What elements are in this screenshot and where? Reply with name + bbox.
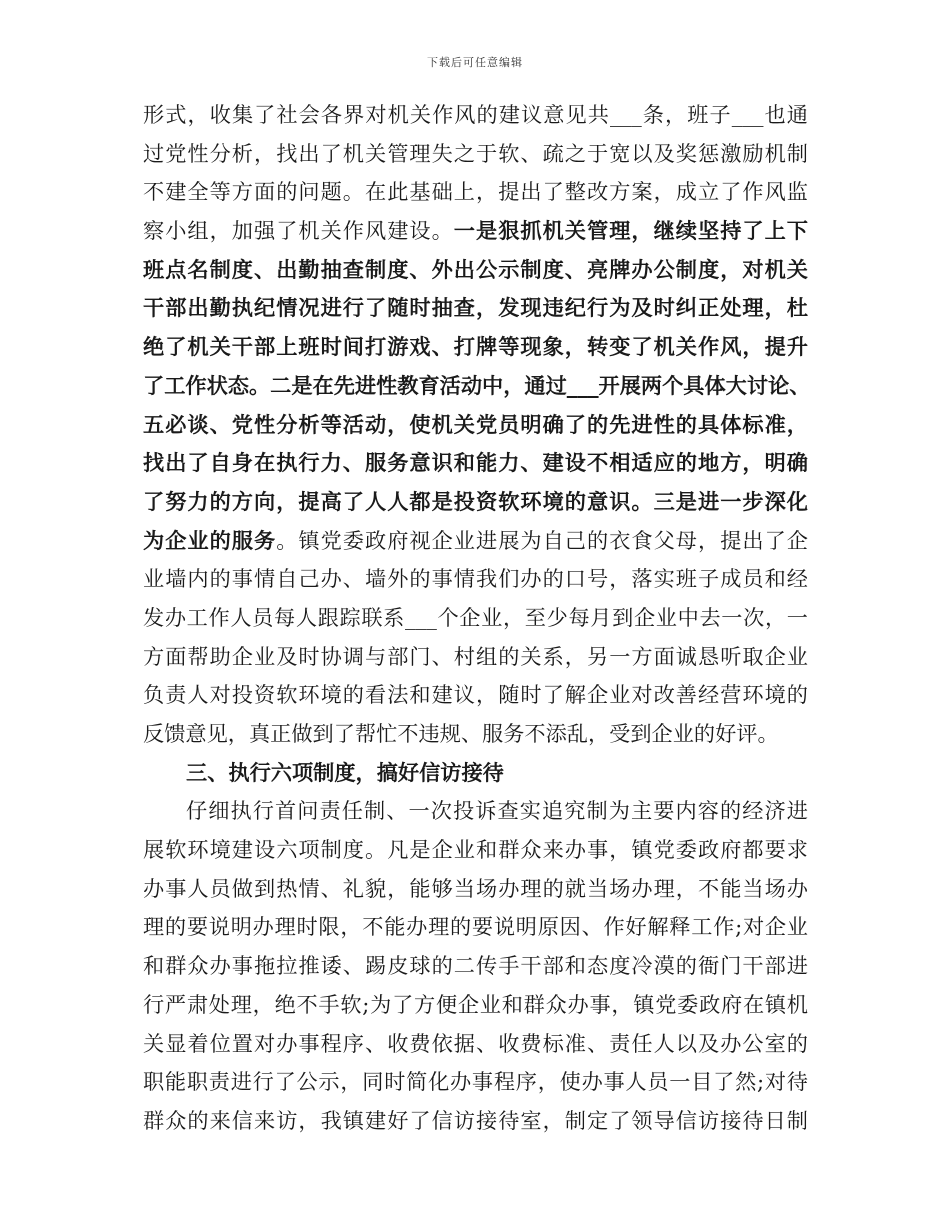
- text-line: [143, 483, 808, 522]
- text-segment: 理的要说明办理时限，不能办理的要说明原因、作好解释工作;对企业: [143, 914, 808, 940]
- bold-text-segment: 干部出勤执纪情况进行了随时抽查，发现违纪行为及时纠正处理，杜: [143, 295, 808, 321]
- bold-text-segment: 班点名制度、出勤抽查制度、外出公示制度、亮牌办公制度，对机关: [143, 256, 808, 282]
- text-segment: 察小组，加强了机关作风建设。: [143, 218, 454, 244]
- text-line: [143, 406, 808, 445]
- text-segment: 展软环境建设六项制度。凡是企业和群众来办事，镇党委政府都要求: [143, 837, 808, 863]
- text-line: [143, 522, 808, 561]
- document-body: [143, 96, 811, 1141]
- text-line: [143, 792, 808, 831]
- bold-text-segment: 三、执行六项制度，搞好信访接待: [186, 759, 504, 785]
- bold-text-segment: 一是狠抓机关管理，继续坚持了上下: [453, 218, 808, 244]
- text-segment: 行严肃处理，绝不手软;为了方便企业和群众办事，镇党委政府在镇机: [143, 991, 808, 1017]
- bold-text-segment: 了努力的方向，提高了人人都是投资软环境的意识。三是进一步深化: [143, 488, 808, 514]
- text-line: [143, 870, 808, 909]
- text-line: [143, 599, 808, 638]
- text-segment: 方面帮助企业及时协调与部门、村组的关系，另一方面诚恳听取企业: [143, 643, 808, 669]
- text-segment: 和群众办事拖拉推诿、踢皮球的二传手干部和态度冷漠的衙门干部进: [143, 953, 808, 979]
- text-segment: 不建全等方面的问题。在此基础上，提出了整改方案，成立了作风监: [143, 179, 808, 205]
- text-segment: 群众的来信来访，我镇建好了信访接待室，制定了领导信访接待日制: [143, 1107, 808, 1133]
- text-line: [143, 367, 811, 406]
- text-segment: 仔细执行首问责任制、一次投诉查实追究制为主要内容的经济进: [186, 798, 808, 824]
- text-line: [143, 947, 808, 986]
- text-line: [143, 328, 808, 367]
- text-line: [143, 1063, 808, 1102]
- text-segment: 反馈意见，真正做到了帮忙不违规、服务不添乱，受到企业的好评。: [143, 721, 779, 746]
- text-line: [143, 560, 808, 599]
- text-line: [143, 908, 808, 947]
- text-segment: 职能职责进行了公示，同时简化办事程序，使办事人员一目了然;对待: [143, 1069, 808, 1095]
- page-header: 下载后可任意编辑: [427, 56, 523, 69]
- text-segment: 。镇党委政府视企业进展为自己的衣食父母，提出了企: [276, 527, 808, 553]
- text-line: [143, 638, 808, 677]
- text-segment: 负责人对投资软环境的看法和建议，随时了解企业对改善经营环境的: [143, 682, 808, 708]
- text-line: [143, 986, 808, 1025]
- text-line: [143, 289, 808, 328]
- text-line: [143, 251, 808, 290]
- text-segment: 形式，收集了社会各界对机关作风的建议意见共___条，班子___也通: [143, 102, 808, 127]
- text-line: [143, 135, 808, 174]
- text-segment: 发办工作人员每人跟踪联系___个企业，至少每月到企业中去一次，一: [143, 604, 808, 630]
- text-line: [143, 1025, 808, 1064]
- text-segment: 业墙内的事情自己办、墙外的事情我们办的口号，落实班子成员和经: [143, 566, 808, 592]
- text-line: [143, 96, 808, 135]
- bold-text-segment: 为企业的服务: [143, 527, 277, 553]
- bold-text-segment: 绝了机关干部上班时间打游戏、打牌等现象，转变了机关作风，提升: [143, 334, 808, 360]
- text-line: [143, 676, 808, 715]
- section-heading: [143, 754, 808, 793]
- text-segment: 办事人员做到热情、礼貌，能够当场办理的就当场办理，不能当场办: [143, 875, 808, 901]
- text-segment: 关显着位置对办事程序、收费依据、收费标准、责任人以及办公室的: [143, 1030, 808, 1056]
- text-line: [143, 173, 808, 212]
- text-segment: 过党性分析，找出了机关管理失之于软、疏之于宽以及奖惩激励机制: [143, 140, 808, 166]
- bold-text-segment: 找出了自身在执行力、服务意识和能力、建设不相适应的地方，明确: [143, 450, 808, 476]
- text-line: [143, 715, 808, 754]
- bold-text-segment: 了工作状态。二是在先进性教育活动中，通过___开展两个具体大讨论、: [143, 372, 811, 398]
- text-line: [143, 212, 808, 251]
- bold-text-segment: 五必谈、党性分析等活动，使机关党员明确了的先进性的具体标准，: [143, 411, 808, 437]
- text-line: [143, 1102, 808, 1141]
- text-line: [143, 831, 808, 870]
- text-line: [143, 444, 808, 483]
